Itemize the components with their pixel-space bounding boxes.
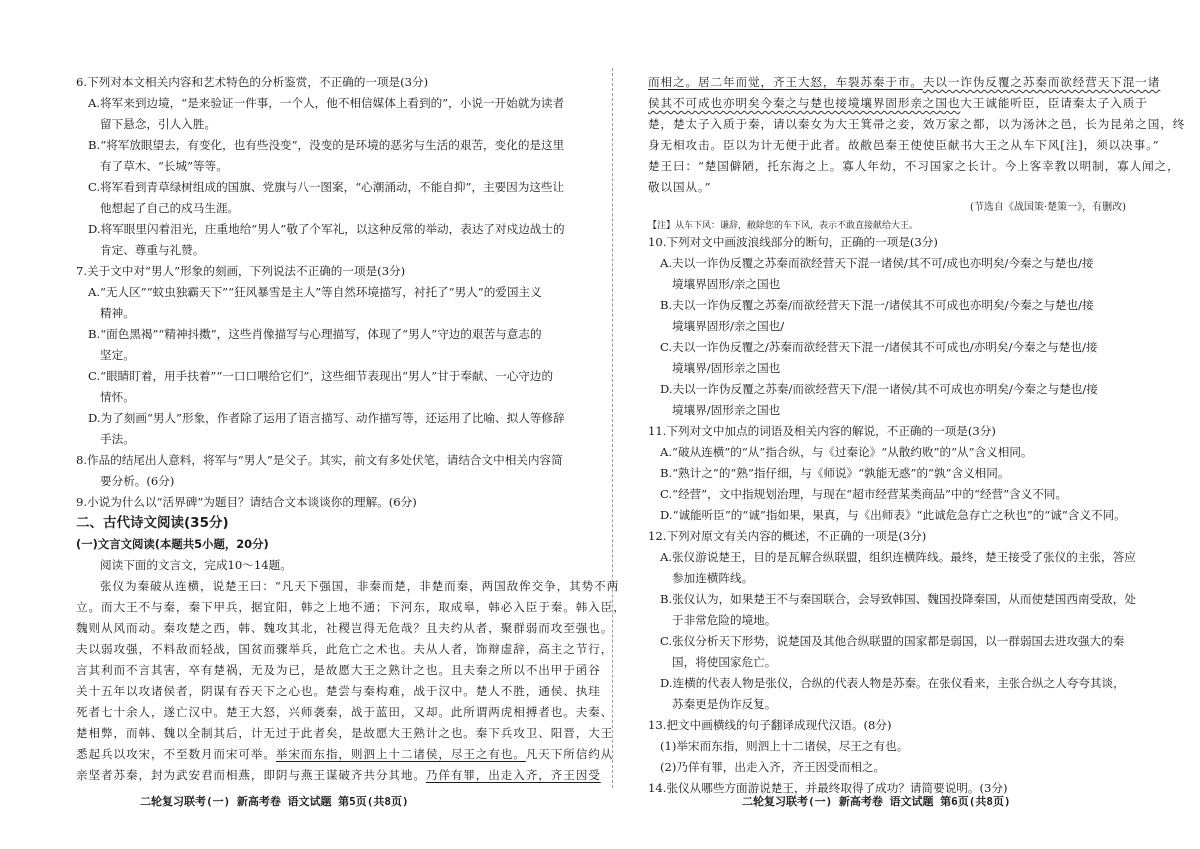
classical-text-line: 楚，楚太子入质于秦，请以秦女为大王箕帚之妾，效万家之都，以为汤沐之邑，长为昆弟之国，终 <box>648 117 1186 131</box>
q11-stem: 11.下列对文中加点的词语及相关内容的解说，不正确的一项是(3分) <box>648 424 996 438</box>
q12-option-c-cont: 国，将使国家危亡。 <box>672 655 777 669</box>
classical-text-line: 楚王曰：“楚国僻陋，托东海之上。寡人年幼，不习国家之长计。今上客幸教以明制，寡人闻之， <box>648 159 1180 173</box>
classical-text-line <box>76 746 613 762</box>
classical-text-line: 楚相弊，而韩、魏以全制其后，计无过于此者矣，是故愿大王熟计之也。秦下兵攻卫、阳晋，大王 <box>76 726 614 740</box>
q10-option-b-cont: 境壤界固形/亲之国也/ <box>672 319 785 333</box>
q6-option-c-cont: 他想起了自己的戍马生涯。 <box>100 201 240 215</box>
text-segment: 凡天下所信约从 <box>525 747 614 761</box>
classical-text-line <box>648 74 1160 90</box>
classical-text-line: 张仪为秦破从连横，说楚王曰：“凡天下强国，非秦而楚，非楚而秦，两国敌侔交争，其势不两 <box>100 579 620 593</box>
q12-option-a: A.张仪游说楚王，目的是瓦解合纵联盟，组织连横阵线。最终，楚王接受了张仪的主张，答应 <box>660 550 1136 564</box>
wavy-underlined-text: 侯其不可成也亦明矣今秦之与楚也接境壤界固形亲之国也 <box>648 96 961 110</box>
classical-text-line: 魏则从风而动。秦攻楚之西，韩、魏攻其北，社稷岂得无危哉？且夫约从者，聚群弱而攻至强也。 <box>76 621 614 635</box>
q6-option-a-cont: 留下悬念，引人入胜。 <box>100 117 216 131</box>
classical-text-line: 立。而大王不与秦，秦下甲兵，据宜阳，韩之上地不通；下河东，取成皋，韩必入臣于秦。韩入臣， <box>76 600 626 614</box>
page-divider <box>612 68 613 788</box>
q11-option-b: B.“熟计之”的“熟”指仔细，与《师说》“孰能无惑”的“孰”含义相同。 <box>660 466 1010 480</box>
q7-option-a: A.“无人区”“蚊虫独霸天下”“狂风暴雪是主人”等自然环境描写，衬托了“男人”的爱国主义 <box>88 285 542 299</box>
q10-option-b: B.夫以一诈伪反覆之苏秦/而欲经营天下混一/诸侯其不可成也亦明矣/今秦之与楚也/接 <box>660 298 1094 312</box>
q6-option-d-cont: 肯定、尊重与礼赞。 <box>100 243 205 257</box>
q7-option-c-cont: 情怀。 <box>100 390 135 404</box>
classical-text-line: 言其利而不言其害，卒有楚祸，无及为已，是故愿大王之熟计之也。且夫秦之所以不出甲于函谷 <box>76 663 601 677</box>
q7-stem: 7.关于文中对“男人”形象的刻画，下列说法不正确的一项是(3分) <box>76 264 406 278</box>
q10-option-c: C.夫以一诈伪反覆之/苏秦而欲经营天下混一/诸侯其不可成也/亦明矣/今秦之与楚也/接 <box>660 340 1098 354</box>
source-citation: (节选自《战国策·楚策一》，有删改) <box>970 202 1126 213</box>
text-segment: 大王诚能听臣，臣请秦太子入质于 <box>960 96 1148 110</box>
underlined-sentence: 而相之。居二年而觉，齐王大怒，车裂苏秦于市。 <box>648 75 923 89</box>
right-page-footer: 二轮复习联考(一) 新高考卷 语文试题 第6页(共8页) <box>742 795 1011 808</box>
q7-option-d: D.为了刻画“男人”形象，作者除了运用了语言描写、动作描写等，还运用了比喻、拟人等修辞 <box>88 411 565 425</box>
q14-question: 14.张仪从哪些方面游说楚王，并最终取得了成功？请简要说明。(3分) <box>648 781 1008 795</box>
underlined-sentence: 乃佯有罪，出走入齐，齐王因受 <box>425 768 601 782</box>
q12-option-d: D.连横的代表人物是张仪，合纵的代表人物是苏秦。在张仪看来，主张合纵之人夸夸其谈， <box>660 676 1125 690</box>
section-heading: 二、古代诗文阅读(35分) <box>76 515 229 531</box>
reading-instruction: 阅读下面的文言文，完成10～14题。 <box>100 558 292 572</box>
q7-option-c: C.“眼睛盯着，用手扶着”“一口口喂给它们”，这些细节表现出“男人”甘于奉献、一心守边的 <box>88 369 554 383</box>
q10-stem: 10.下列对文中画波浪线部分的断句，正确的一项是(3分) <box>648 235 938 249</box>
classical-text-line: 死者七十余人，遂亡汉中。楚王大怒，兴师袭秦，战于蓝田，又却。此所谓两虎相搏者也。夫秦、 <box>76 705 614 719</box>
subsection-heading: (一)文言文阅读(本题共5小题，20分) <box>76 537 269 551</box>
classical-text-line: 夫以弱攻强，不料敌而轻战，国贫而骤举兵，此危亡之术也。夫从人者，饰辩虚辞，高主之节行， <box>76 642 614 656</box>
q10-option-a-cont: 境壤界固形/亲之国也 <box>672 277 781 291</box>
q6-option-d: D.将军眼里闪着泪光，庄重地给“男人”敬了个军礼，以这种反常的举动，表达了对戍边战士的 <box>88 222 565 236</box>
q10-option-d: D.夫以一诈伪反覆之苏秦/而欲经营天下/混一诸侯/其不可成也亦明矣/今秦之与楚也/接 <box>660 382 1098 396</box>
q6-stem: 6.下列对本文相关内容和艺术特色的分析鉴赏，不正确的一项是(3分) <box>76 75 429 89</box>
q9-question: 9.小说为什么以“活界碑”为题目？请结合文本谈谈你的理解。(6分) <box>76 495 417 509</box>
q11-option-a: A.“破从连横”的“从”指合纵，与《过秦论》“从散约败”的“从”含义相同。 <box>660 445 1033 459</box>
q10-option-a: A.夫以一诈伪反覆之苏秦而欲经营天下混一诸侯/其不可/成也亦明矣/今秦之与楚也/接 <box>660 256 1094 270</box>
q11-option-d: D.“诚能听臣”的“诚”指如果，果真，与《出师表》“此诚危急存亡之秋也”的“诚”含义不同。 <box>660 508 1126 522</box>
q13-stem: 13.把文中画横线的句子翻译成现代汉语。(8分) <box>648 718 892 732</box>
q10-option-d-cont: 境壤界/固形亲之国也 <box>672 403 781 417</box>
text-segment: 悉起兵以攻宋，不至数月而宋可举。 <box>76 747 276 761</box>
q6-option-a: A.将军来到边境，“是来验证一件事，一个人，他不相信媒体上看到的”，小说一开始就为读者 <box>88 96 565 110</box>
q12-option-b: B.张仪认为，如果楚王不与秦国联合，会导致韩国、魏国投降秦国，从而使楚国西南受敌，处 <box>660 592 1136 606</box>
classical-text-line: 关十五年以攻诸侯者，阴谋有吞天下之心也。楚尝与秦构难，战于汉中。楚人不胜，通侯、执珪 <box>76 684 601 698</box>
left-page-footer: 二轮复习联考(一) 新高考卷 语文试题 第5页(共8页) <box>140 795 409 808</box>
q8-line1: 8.作品的结尾出人意料，将军与“男人”是父子。其实，前文有多处伏笔，请结合文中相关内容简 <box>76 453 563 467</box>
wavy-underlined-text: 夫以一诈伪反覆之苏秦而欲经营天下混一诸 <box>922 75 1161 89</box>
q12-option-d-cont: 苏秦更是伪诈反复。 <box>672 697 777 711</box>
q6-option-b-cont: 有了草木、“长城”等等。 <box>100 159 228 173</box>
q12-option-b-cont: 于非常危险的境地。 <box>672 613 777 627</box>
classical-text-line: 身无相攻击。臣以为计无便于此者。故敝邑秦王使使臣献书大王之从车下风[注]，须以决事。” <box>648 138 1160 152</box>
annotation-note: 【注】从车下风：谦辞，敝除您的车下风，表示不敢直接献给大王。 <box>648 221 919 231</box>
q6-option-c: C.将军看到青草绿树组成的国旗、党旗与八一图案，“心潮涌动，不能自抑”，主要因为这些让 <box>88 180 565 194</box>
q10-option-c-cont: 境壤界/固形亲之国也 <box>672 361 781 375</box>
q7-option-a-cont: 精神。 <box>100 306 135 320</box>
classical-text-line: 敬以国从。” <box>648 180 712 194</box>
q8-line2: 要分析。(6分) <box>100 474 175 488</box>
underlined-sentence: 举宋而东指，则泗上十二诸侯，尽王之有也。 <box>275 747 526 761</box>
classical-text-line <box>648 95 1148 111</box>
q12-option-a-cont: 参加连横阵线。 <box>672 571 754 585</box>
q6-option-b: B.“将军放眼望去，有变化，也有些没变”，没变的是环境的恶劣与生活的艰苦，变化的是这里 <box>88 138 565 152</box>
q7-option-d-cont: 手法。 <box>100 432 135 446</box>
q13-sentence-1: (1)举宋而东指，则泗上十二诸侯，尽王之有也。 <box>660 739 909 753</box>
text-segment: 亲坚者苏秦，封为武安君而相燕，即阴与燕王谋破齐共分其地。 <box>76 768 426 782</box>
q7-option-b: B.“面色黑褐”“精神抖擞”，这些肖像描写与心理描写，体现了“男人”守边的艰苦与意志的 <box>88 327 542 341</box>
q11-option-c: C.“经营”，文中指规划治理，与现在“超市经营某类商品”中的“经营”含义不同。 <box>660 487 1068 501</box>
classical-text-line <box>76 767 601 783</box>
q12-option-c: C.张仪分析天下形势，说楚国及其他合纵联盟的国家都是弱国，以一群弱国去进攻强大的秦 <box>660 634 1125 648</box>
q7-option-b-cont: 坚定。 <box>100 348 135 362</box>
q13-sentence-2: (2)乃佯有罪，出走入齐，齐王因受而相之。 <box>660 760 886 774</box>
q12-stem: 12.下列对原文有关内容的概述，不正确的一项是(3分) <box>648 529 927 543</box>
